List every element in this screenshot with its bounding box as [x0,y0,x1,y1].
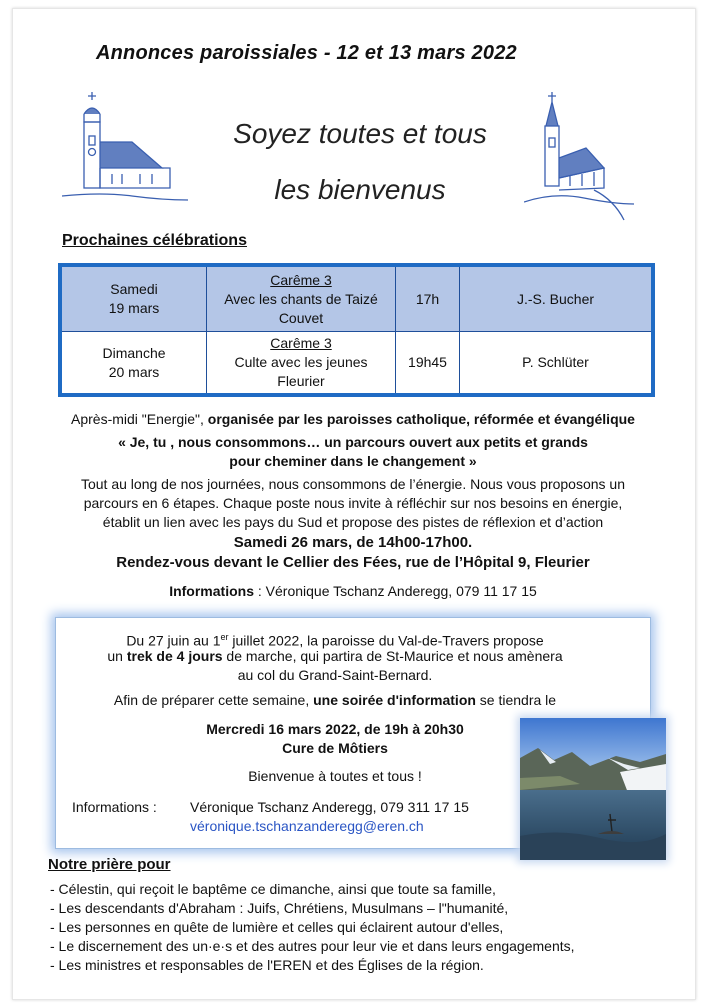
energie-place: Rendez-vous devant le Cellier des Fées, rue de l’Hôpital 9, Fleurier [116,554,590,571]
prayer-list [50,880,575,975]
trek-place: Cure de Môtiers [282,740,388,756]
trek-line-2 [55,646,615,666]
theme-text: Carême 3 [270,335,332,351]
trek-date: Mercredi 16 mars 2022, de 19h à 20h30 [206,721,464,737]
trek-line-3: au col du Grand-Saint-Bernard. [237,667,433,683]
energie-quote-1: « Je, tu , nous consommons… un parcours ouvert aux petits et grands [118,434,588,450]
trek-line-4-a: Afin de préparer cette semaine, [113,692,314,708]
trek-line-4-b: se tiendra le [475,692,557,708]
trek-line-4-bold: une soirée d'information [313,692,476,708]
time-cell: 19h45 [396,332,460,396]
page-title: Annonces paroissiales - 12 et 13 mars 2022 [96,42,517,64]
energie-intro-plain: Après-midi "Energie", [71,411,208,427]
table-row [60,332,653,396]
theme-cell [207,265,396,332]
trek-line-2-bold: trek de 4 jours [126,648,223,664]
celebrations-heading: Prochaines célébrations [62,232,247,249]
time-cell: 17h [396,265,460,332]
energie-body-2: parcours en 6 étapes. Chaque poste nous invite à réfléchir sur nos besoins en énergie, [83,495,623,511]
officiant-cell: P. Schlüter [460,332,654,396]
list-item: - Célestin, qui reçoit le baptême ce dimanche, ainsi que toute sa famille, [50,881,496,897]
theme-text: Carême 3 [270,271,332,288]
energie-intro-bold: organisée par les paroisses catholique, réformée et évangélique [207,411,635,427]
day-text: Samedi [110,281,158,297]
trek-line-1-b: juillet 2022, la paroisse du Val-de-Travers propose [228,632,544,649]
trek-email-link[interactable]: véronique.tschanzanderegg@eren.ch [190,818,424,834]
celebrations-table [58,263,655,397]
desc-text: Avec les chants de Taizé [224,290,378,307]
trek-info-label: Informations : [72,799,157,815]
energie-body-3: établit un lien avec les pays du Sud et propose des pistes de réflexion et d’action [102,514,604,530]
trek-line-1-a: Du 27 juin au 1 [126,632,221,649]
energie-info-text: : Véronique Tschanz Anderegg, 079 11 17 15 [253,583,537,599]
place-text: Fleurier [277,373,325,389]
welcome-line-2: les bienvenus [274,174,446,205]
date-text: 19 mars [108,300,160,316]
welcome-line-1: Soyez toutes et tous [233,118,487,149]
place-text: Couvet [278,309,324,326]
church-left-illustration [62,92,190,204]
date-text: 20 mars [108,363,160,380]
church-right-illustration [524,92,636,222]
trek-welcome: Bienvenue à toutes et tous ! [248,768,422,784]
mountain-lake-photo [520,718,666,860]
energie-date: Samedi 26 mars, de 14h00-17h00. [233,534,473,551]
trek-line-4 [55,690,615,710]
officiant-cell: J.-S. Bucher [460,265,654,332]
energie-body-1: Tout au long de nos journées, nous consommons de l’énergie. Nous vous proposons un [80,476,625,492]
prayer-heading: Notre prière pour [48,856,171,873]
list-item: - Le discernement des un·e·s et des autres pour leur vie et dans leurs engagements, [50,938,575,954]
trek-line-1-sup: er [220,632,229,642]
energie-quote-2: pour cheminer dans le changement » [229,453,477,469]
desc-text: Culte avec les jeunes [234,354,368,370]
trek-line-2-a: un [107,648,127,664]
list-item: - Les ministres et responsables de l'EREN et des Églises de la région. [50,957,484,973]
trek-line-2-b: de marche, qui partira de St-Maurice et nous amènera [222,648,563,664]
date-cell [60,332,207,396]
energie-info-label: Informations [169,583,254,599]
day-text: Dimanche [102,344,166,361]
energie-info [30,581,676,601]
table-row [60,265,653,332]
energie-intro [30,409,676,429]
date-cell [60,265,207,332]
theme-cell [207,332,396,396]
list-item: - Les descendants d'Abraham : Juifs, Chrétiens, Musulmans – l"humanité, [50,900,509,916]
list-item: - Les personnes en quête de lumière et celles qui éclairent autour d'elles, [50,919,504,935]
trek-info-contact: Véronique Tschanz Anderegg, 079 311 17 15 [190,799,469,815]
